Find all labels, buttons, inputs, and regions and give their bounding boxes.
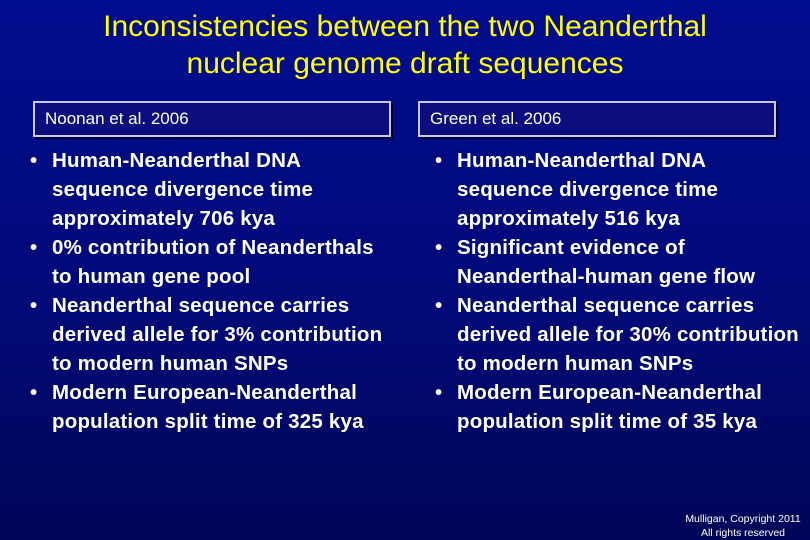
bullet-item xyxy=(28,233,398,291)
copyright-line: Mulligan, Copyright 2011 xyxy=(685,513,801,525)
bullet-text: 0% contribution of Neanderthals to human gene pool xyxy=(52,236,374,288)
bullet-item xyxy=(433,233,803,291)
bullet-text: Neanderthal sequence carries derived allele for 3% contribution to modern human SNPs xyxy=(52,294,383,375)
slide-title-line-2: nuclear genome draft sequences xyxy=(186,47,624,80)
left-bullet-list xyxy=(28,146,398,436)
left-column-header: Noonan et al. 2006 xyxy=(33,101,391,137)
bullet-item xyxy=(28,146,398,233)
slide-title-line-1: Inconsistencies between the two Neanderthal xyxy=(103,10,707,43)
bullet-text: Human-Neanderthal DNA sequence divergence time approximately 516 kya xyxy=(457,149,719,230)
bullet-text: Significant evidence of Neanderthal-human gene flow xyxy=(457,236,756,288)
bullet-item xyxy=(433,146,803,233)
bullet-text: Modern European-Neanderthal population split time of 325 kya xyxy=(52,381,364,433)
bullet-dot: • xyxy=(30,294,38,317)
bullet-text: Neanderthal sequence carries derived allele for 30% contribution to modern human SNPs xyxy=(457,294,799,375)
bullet-dot: • xyxy=(30,149,38,172)
bullet-dot: • xyxy=(30,381,38,404)
copyright-footer xyxy=(668,512,810,540)
slide-title xyxy=(0,8,810,82)
bullet-item xyxy=(433,378,803,436)
bullet-dot: • xyxy=(30,236,38,259)
bullet-text: Modern European-Neanderthal population split time of 35 kya xyxy=(457,381,762,433)
bullet-item xyxy=(28,291,398,378)
bullet-text: Human-Neanderthal DNA sequence divergence time approximately 706 kya xyxy=(52,149,314,230)
bullet-item xyxy=(433,291,803,378)
bullet-dot: • xyxy=(435,381,443,404)
bullet-item xyxy=(28,378,398,436)
bullet-dot: • xyxy=(435,236,443,259)
bullet-dot: • xyxy=(435,294,443,317)
right-column-header: Green et al. 2006 xyxy=(418,101,776,137)
rights-line: All rights reserved xyxy=(700,527,786,539)
right-bullet-list xyxy=(433,146,803,436)
bullet-dot: • xyxy=(435,149,443,172)
